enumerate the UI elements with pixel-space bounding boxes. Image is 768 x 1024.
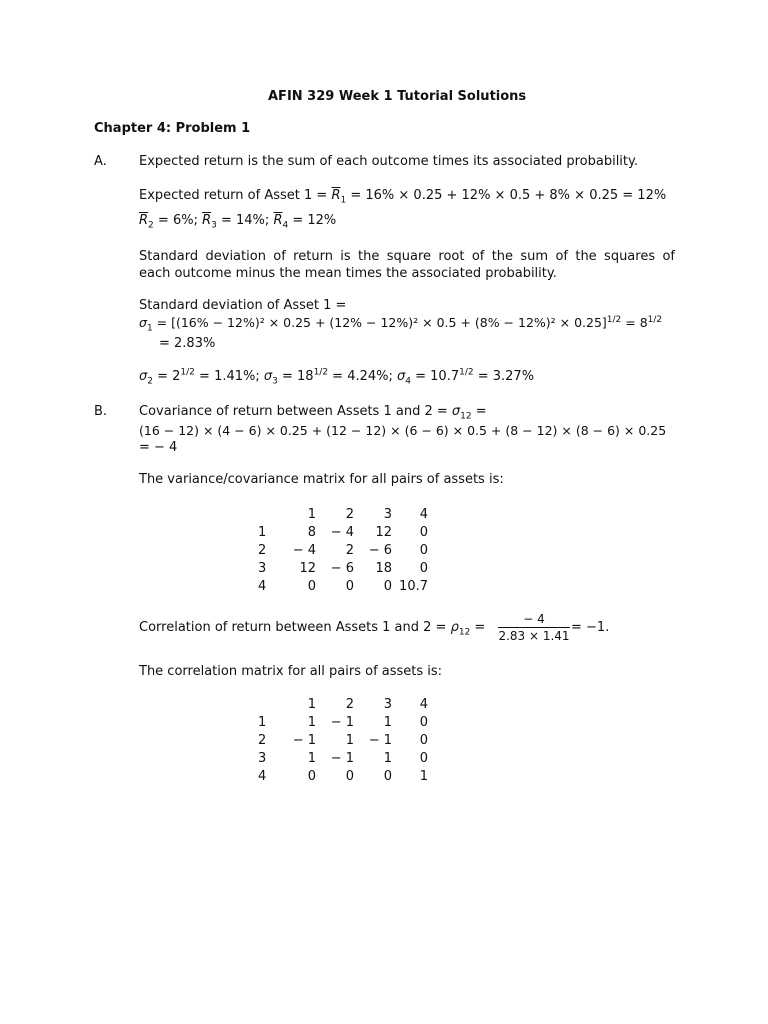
cell: 1 <box>307 750 316 766</box>
sigma4-exponent: 1/2 <box>459 367 474 378</box>
cell: 18 <box>375 560 392 576</box>
covariance-matrix <box>258 505 428 595</box>
table-row <box>258 713 428 731</box>
row-label: 3 <box>258 560 267 576</box>
part-b-marker: B. <box>94 404 108 419</box>
cov-col-3: 3 <box>383 506 392 522</box>
row-label: 2 <box>258 542 267 558</box>
cov-matrix-intro: The variance/covariance matrix for all pairs of assets is: <box>139 472 504 487</box>
sigma3-exponent: 1/2 <box>313 367 329 378</box>
covariance-equals: = <box>471 404 487 419</box>
r2-symbol: $\overline{R}$ <box>139 213 149 228</box>
r2-subscript: 2 <box>148 220 154 231</box>
fraction-bar <box>498 627 570 628</box>
cell: 0 <box>307 768 316 784</box>
sigma1-exponent-2: 1/2 <box>647 314 663 325</box>
corr-col-4: 4 <box>419 696 428 712</box>
covariance-label: Covariance of return between Assets 1 and 2 = <box>139 404 452 419</box>
sd-result: = 2.83% <box>159 336 216 351</box>
row-label: 4 <box>258 578 267 594</box>
cell: 12 <box>375 524 392 540</box>
cell: 0 <box>383 768 392 784</box>
sd-definition-line2: each outcome minus the mean times the associated probability. <box>139 266 557 281</box>
sigma-values-line <box>139 367 535 387</box>
sigma1-subscript: 1 <box>146 323 153 334</box>
table-row <box>258 541 428 559</box>
cell: 10.7 <box>399 578 428 594</box>
sigma-symbol: σ <box>139 315 147 330</box>
sigma12-symbol: σ <box>451 404 461 419</box>
sd-label: Standard deviation of Asset 1 = <box>139 298 347 313</box>
cell: 0 <box>419 714 428 730</box>
corr-col-1: 1 <box>307 696 316 712</box>
sd-formula-line <box>139 314 663 334</box>
table-row <box>258 559 428 577</box>
cell: 2 <box>345 542 354 558</box>
cell: 8 <box>307 524 316 540</box>
r-bar-symbol: $\overline{R}$ <box>331 188 341 203</box>
correlation-equals: = <box>470 620 486 635</box>
cell: − 4 <box>292 542 316 558</box>
sigma2-value: = 1.41%; <box>194 369 264 384</box>
sigma4-symbol: σ <box>397 369 406 384</box>
other-returns-line <box>139 213 337 231</box>
sigma4-value: = 3.27% <box>473 369 535 384</box>
cell: 0 <box>419 542 428 558</box>
part-a-intro: Expected return is the sum of each outcome times its associated probability. <box>139 154 638 169</box>
corr-col-2: 2 <box>345 696 354 712</box>
fraction-denominator: 2.83 × 1.41 <box>498 629 570 643</box>
cell: 1 <box>307 714 316 730</box>
cell: 1 <box>383 750 392 766</box>
sigma1-exponent: 1/2 <box>606 314 622 325</box>
correlation-fraction <box>498 612 570 643</box>
cell: − 1 <box>292 732 316 748</box>
sigma2-exponent: 1/2 <box>180 367 195 378</box>
cell: 1 <box>383 714 392 730</box>
cell: − 1 <box>368 732 392 748</box>
table-row <box>258 749 428 767</box>
sigma3-symbol: σ <box>263 369 273 384</box>
cell: 0 <box>419 732 428 748</box>
cell: 12 <box>299 560 316 576</box>
sigma12-subscript: 12 <box>460 411 472 422</box>
corr-matrix-header <box>258 695 428 713</box>
r4-value: = 12% <box>288 213 337 228</box>
corr-matrix-intro: The correlation matrix for all pairs of assets is: <box>139 664 443 679</box>
sigma3-value: = 4.24%; <box>328 369 398 384</box>
covariance-expression: (16 − 12) × (4 − 6) × 0.25 + (12 − 12) × (6 − 6) × 0.5 + (8 − 12) × (8 − 6) × 0.25 <box>139 423 667 438</box>
row-label: 3 <box>258 750 267 766</box>
corr-col-3: 3 <box>383 696 392 712</box>
cov-col-4: 4 <box>419 506 428 522</box>
cell: − 6 <box>330 560 354 576</box>
cell: − 1 <box>330 750 354 766</box>
r3-subscript: 3 <box>211 220 217 231</box>
page-title: AFIN 329 Week 1 Tutorial Solutions <box>268 89 527 104</box>
fraction-numerator: − 4 <box>523 612 545 626</box>
sd-definition-line1: Standard deviation of return is the square root of the sum of the squares of <box>139 249 675 264</box>
cell: 0 <box>419 560 428 576</box>
table-row <box>258 767 428 785</box>
sigma1-equals: = 8 <box>621 315 648 330</box>
cell: 0 <box>419 524 428 540</box>
r1-subscript: 1 <box>340 195 347 206</box>
cell: − 1 <box>330 714 354 730</box>
sigma2-subscript: 2 <box>147 376 153 387</box>
cov-matrix-header <box>258 505 428 523</box>
r2-value: = 6%; <box>153 213 203 228</box>
cell: 1 <box>345 732 354 748</box>
cell: 0 <box>383 578 392 594</box>
cell: − 6 <box>368 542 392 558</box>
rho-subscript: 12 <box>458 627 471 638</box>
expected-return-line <box>139 188 667 206</box>
r3-value: = 14%; <box>216 213 274 228</box>
cell: 0 <box>419 750 428 766</box>
expected-return-calc: = 16% × 0.25 + 12% × 0.5 + 8% × 0.25 = 12% <box>346 188 667 203</box>
correlation-result: = −1. <box>571 620 610 635</box>
cell: 0 <box>345 578 354 594</box>
row-label: 1 <box>258 524 267 540</box>
row-label: 4 <box>258 768 267 784</box>
sigma2-symbol: σ <box>139 369 148 384</box>
covariance-result: = − 4 <box>139 440 178 455</box>
sigma4-subscript: 4 <box>405 376 411 387</box>
table-row <box>258 523 428 541</box>
sigma1-expression: = [(16% − 12%)² × 0.25 + (12% − 12%)² × 0.5 + (8% − 12%)² × 0.25] <box>152 315 607 330</box>
covariance-line <box>139 404 487 422</box>
correlation-matrix <box>258 695 428 785</box>
sigma3-subscript: 3 <box>272 376 278 387</box>
cell: 1 <box>419 768 428 784</box>
row-label: 1 <box>258 714 267 730</box>
table-row <box>258 731 428 749</box>
chapter-heading: Chapter 4: Problem 1 <box>94 121 251 136</box>
r3-symbol: $\overline{R}$ <box>202 213 212 228</box>
cell: 0 <box>345 768 354 784</box>
correlation-label: Correlation of return between Assets 1 and 2 = <box>139 620 451 635</box>
cov-col-1: 1 <box>307 506 316 522</box>
correlation-line <box>139 620 486 638</box>
expected-return-label: Expected return of Asset 1 = <box>139 188 332 203</box>
part-a-marker: A. <box>94 154 107 169</box>
row-label: 2 <box>258 732 267 748</box>
r4-symbol: $\overline{R}$ <box>273 213 283 228</box>
cov-col-2: 2 <box>345 506 354 522</box>
r4-subscript: 4 <box>282 220 289 231</box>
sigma3-base: = 18 <box>277 369 314 384</box>
rho-symbol: ρ <box>450 620 459 635</box>
sigma4-base: = 10.7 <box>411 369 460 384</box>
cell: − 4 <box>330 524 354 540</box>
table-row <box>258 577 428 595</box>
cell: 0 <box>307 578 316 594</box>
sigma2-base: = 2 <box>152 369 181 384</box>
